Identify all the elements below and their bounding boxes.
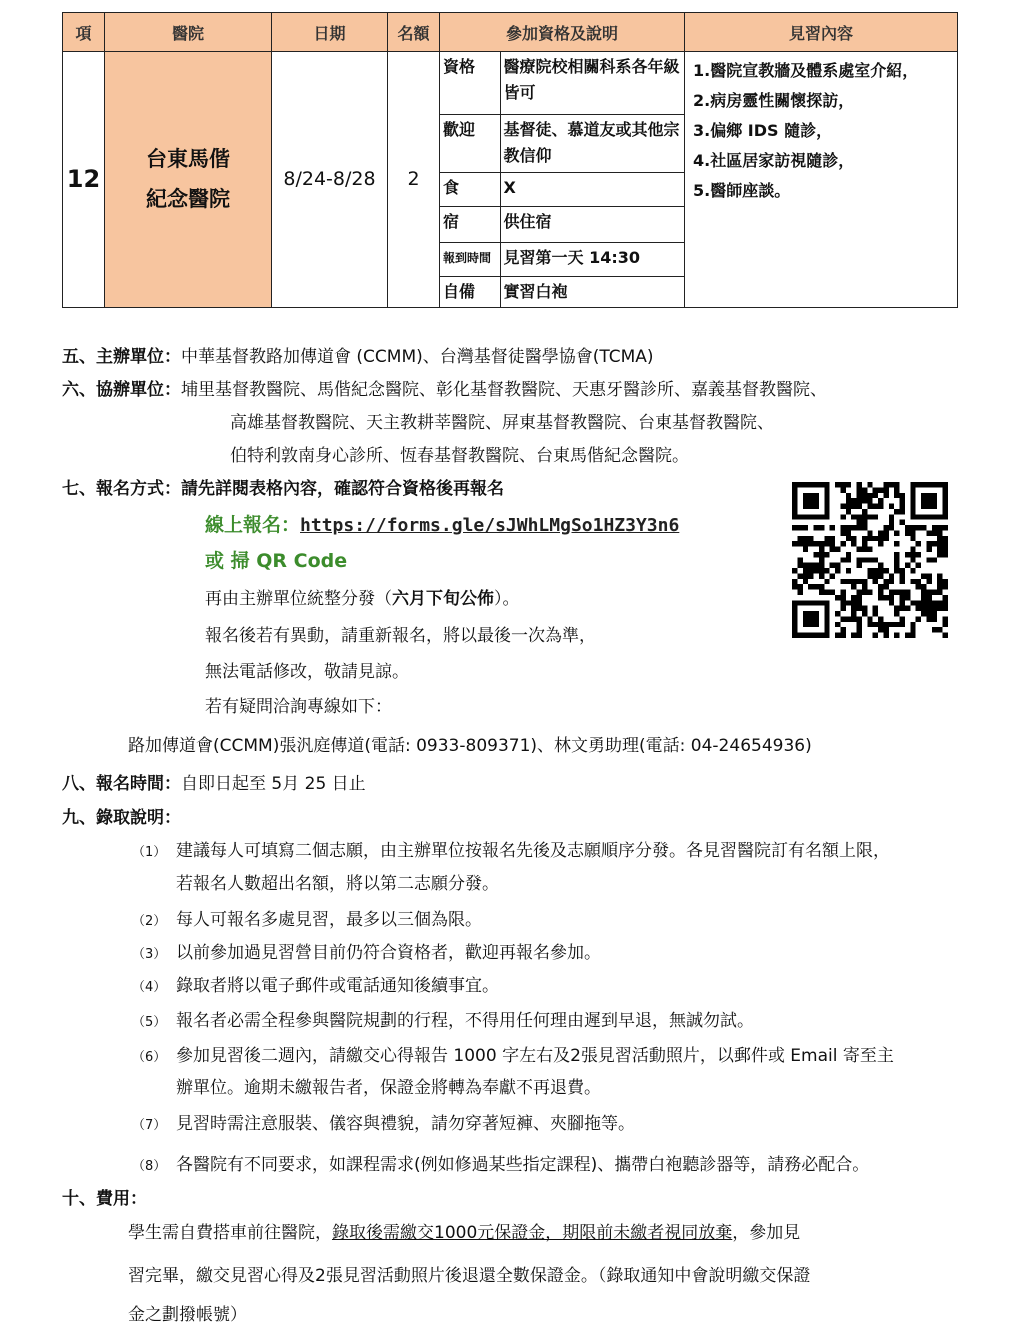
admission-item-text: 若報名人數超出名額，將以第二志願分發。 — [176, 874, 499, 894]
co-organizers-line3: 伯特利敦南身心診所、恆春基督教醫院、台東馬偕紀念醫院。 — [230, 446, 689, 466]
content-item: 1.醫院宣教牆及體系處室介紹， — [693, 61, 919, 80]
co-organizers-line2: 高雄基督教醫院、天主教耕莘醫院、屏東基督教醫院、台東基督教醫院、 — [230, 413, 774, 433]
qual-row — [440, 276, 684, 307]
qual-row — [440, 172, 684, 206]
qr-code-image[interactable] — [792, 482, 948, 638]
fee-line2: 習完畢，繳交見習心得及2張見習活動照片後退還全數保證金。（錄取通知中會說明繳交保證 — [128, 1266, 811, 1286]
fee-deposit-note: 錄取後需繳交1000元保證金，期限前未繳者視同放棄 — [332, 1223, 733, 1243]
admission-item-text: 以前參加過見習營目前仍符合資格者，歡迎再報名參加。 — [176, 943, 601, 963]
admission-item — [132, 1109, 635, 1134]
content-item: 4.社區居家訪視隨診， — [693, 151, 855, 170]
admission-item-text: 報名者必需全程參與醫院規劃的行程，不得用任何理由遲到早退，無誠勿試。 — [176, 1011, 754, 1031]
content-item: 2.病房靈性關懷探訪， — [693, 91, 855, 110]
header-qualifications: 參加資格及說明 — [440, 13, 685, 52]
admission-item-text: 辦單位。逾期未繳報告者，保證金將轉為奉獻不再退費。 — [176, 1078, 601, 1098]
qual-row — [440, 242, 684, 276]
admission-item — [132, 869, 499, 894]
admission-item-text: 各醫院有不同要求，如課程需求(例如修過某些指定課程)、攜帶白袍聽診器等，請務必配合。 — [176, 1155, 870, 1175]
qual-value: 醫療院校相關科系各年級皆可 — [500, 52, 684, 114]
admission-item-text: 見習時需注意服裝、儀容與禮貌，請勿穿著短褲、夾腳拖等。 — [176, 1114, 635, 1134]
hospital-table — [62, 12, 958, 308]
admission-item-number: （6） — [132, 1050, 167, 1065]
section-fee-heading: 十、費用： — [62, 1189, 147, 1209]
section-admission-heading: 九、錄取說明： — [62, 808, 181, 828]
admission-item-text: 錄取者將以電子郵件或電話通知後續事宜。 — [176, 976, 499, 996]
fee-line1-c: ，參加見 — [732, 1223, 801, 1243]
fee-line1-a: 學生需自費搭車前往醫院， — [128, 1223, 332, 1243]
admission-item-number: （8） — [132, 1159, 167, 1174]
section-co-organizers — [62, 375, 827, 400]
qualifications-cell — [440, 52, 685, 308]
distribution-note — [205, 584, 520, 609]
admission-item — [132, 905, 482, 930]
admission-item-number: （7） — [132, 1118, 167, 1133]
qual-value: 實習白袍 — [500, 276, 684, 307]
qual-label: 歡迎 — [440, 114, 500, 172]
section-organizer — [62, 342, 654, 367]
admission-item-number: （2） — [132, 914, 167, 929]
quota: 2 — [388, 52, 440, 308]
distribution-note-date: 六月下旬公佈 — [392, 589, 494, 609]
content-item: 5.醫師座談。 — [693, 181, 791, 200]
section-registration-period-heading: 八、報名時間： — [62, 774, 181, 794]
registration-period-text: 自即日起至 5月 25 日止 — [181, 774, 366, 794]
contact-line: 路加傳道會(CCMM)張汎庭傳道(電話: 0933-809371)、林文勇助理(電話: 04-24654936) — [128, 736, 812, 756]
admission-item-text: 參加見習後二週內，請繳交心得報告 1000 字左右及2張見習活動照片，以郵件或 Email 寄至主 — [176, 1046, 894, 1066]
qual-value: 供住宿 — [500, 206, 684, 242]
qual-value: 基督徒、慕道友或其他宗教信仰 — [500, 114, 684, 172]
phone-note: 無法電話修改，敬請見諒。 — [205, 662, 409, 682]
online-registration-label: 線上報名： — [205, 514, 301, 536]
online-registration — [205, 510, 679, 537]
admission-item-number: （1） — [132, 845, 167, 860]
admission-item — [132, 1041, 894, 1066]
table-header-row — [63, 13, 958, 52]
qual-value: 見習第一天 14:30 — [500, 242, 684, 276]
admission-item-number: （4） — [132, 980, 167, 995]
qual-row — [440, 206, 684, 242]
admission-item-text: 建議每人可填寫二個志願，由主辦單位按報名先後及志願順序分發。各見習醫院訂有名額上限， — [176, 841, 890, 861]
header-hospital: 醫院 — [105, 13, 272, 52]
qual-label: 食 — [440, 172, 500, 206]
section-organizer-heading: 五、主辦單位： — [62, 347, 181, 367]
header-date: 日期 — [272, 13, 388, 52]
admission-item — [132, 938, 601, 963]
distribution-note-c: ）。 — [494, 589, 520, 609]
admission-item — [132, 971, 499, 996]
header-quota: 名額 — [388, 13, 440, 52]
admission-item — [132, 1150, 869, 1175]
co-organizers-line1: 埔里基督教醫院、馬偕紀念醫院、彰化基督教醫院、天惠牙醫診所、嘉義基督教醫院、 — [181, 380, 827, 400]
qual-label: 宿 — [440, 206, 500, 242]
qualifications-table — [440, 52, 684, 307]
admission-item — [132, 1073, 601, 1098]
header-item: 項 — [63, 13, 105, 52]
distribution-note-a: 再由主辦單位統整分發（ — [205, 589, 392, 609]
qual-row — [440, 52, 684, 114]
fee-line3: 金之劃撥帳號） — [128, 1305, 247, 1325]
row-number: 12 — [63, 52, 105, 308]
qr-code-label: 或 掃 QR Code — [205, 550, 348, 572]
change-note: 報名後若有異動，請重新報名，將以最後一次為準， — [205, 626, 596, 646]
admission-item — [132, 1006, 754, 1031]
qual-label: 自備 — [440, 276, 500, 307]
content-cell — [685, 52, 958, 308]
section-registration-period — [62, 769, 366, 794]
hospital-name-line1: 台東馬偕 — [146, 147, 230, 172]
admission-item-text: 每人可報名多處見習，最多以三個為限。 — [176, 910, 482, 930]
fee-line1 — [128, 1218, 800, 1243]
qual-value: X — [500, 172, 684, 206]
admission-item-number: （5） — [132, 1015, 167, 1030]
section-registration-heading: 七、報名方式：請先詳閱表格內容，確認符合資格後再報名 — [62, 479, 504, 499]
qual-row — [440, 114, 684, 172]
section-co-organizers-heading: 六、協辦單位： — [62, 380, 181, 400]
date-range: 8/24-8/28 — [272, 52, 388, 308]
header-content: 見習內容 — [685, 13, 958, 52]
inquiry-note: 若有疑問洽詢專線如下： — [205, 697, 392, 717]
qual-label: 資格 — [440, 52, 500, 114]
table-row — [63, 52, 958, 308]
admission-item — [132, 836, 890, 861]
content-item: 3.偏鄉 IDS 隨診， — [693, 121, 833, 140]
section-organizer-text: 中華基督教路加傳道會 (CCMM)、台灣基督徒醫學協會(TCMA) — [181, 347, 654, 367]
qual-label: 報到時間 — [440, 242, 500, 276]
hospital-name — [105, 52, 272, 308]
hospital-name-line2: 紀念醫院 — [146, 187, 230, 212]
registration-link[interactable]: https://forms.gle/sJWhLMgSo1HZ3Y3n6 — [300, 515, 680, 536]
admission-item-number: （3） — [132, 947, 167, 962]
